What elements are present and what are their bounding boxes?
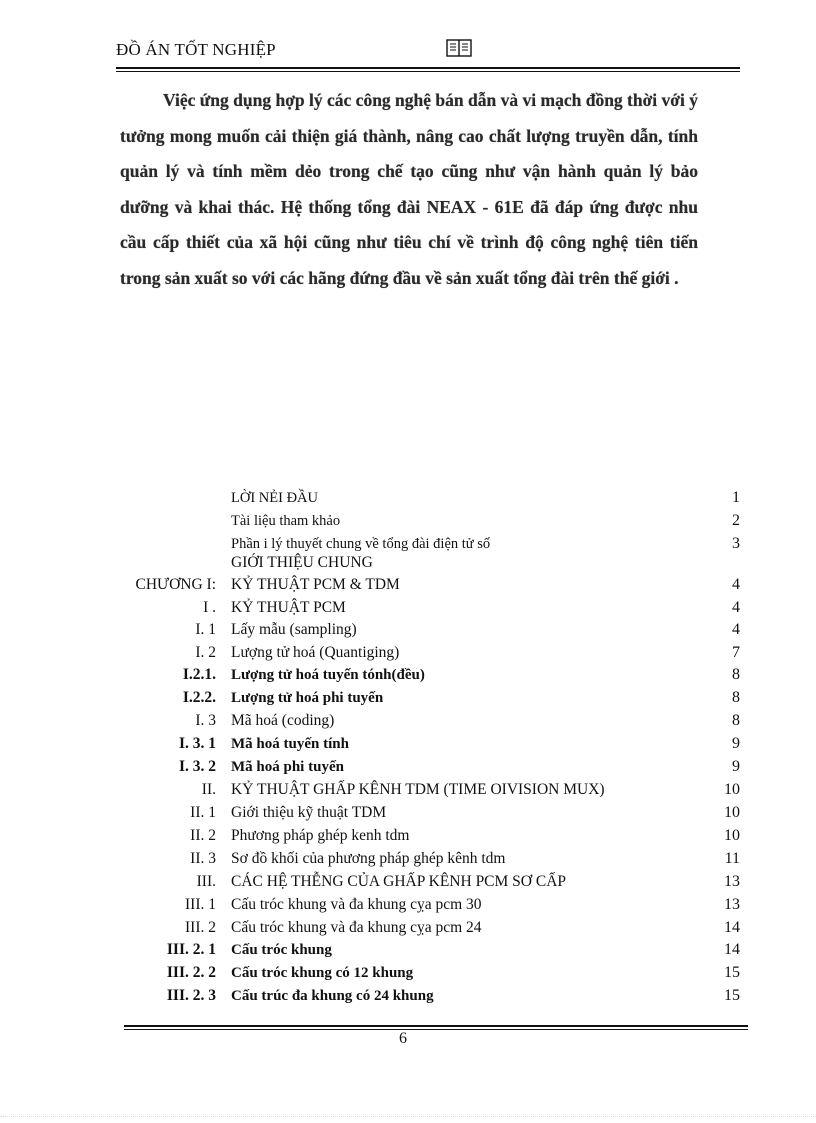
toc-entry-title: Cấu tróc khung và đa khung cỵa pcm 24 [231, 919, 482, 936]
toc-entry [0, 779, 816, 801]
toc-entry-title: Lượng tử hoá (Quantiging) [231, 644, 400, 661]
toc-entry-title: Cấu tróc khung có 12 khung [231, 965, 414, 981]
toc-entry-number: I. 3. 2 [178, 758, 216, 775]
toc-entry-page: 10 [724, 804, 740, 821]
toc-entry-number: I. 3. 1 [178, 735, 216, 752]
toc-entry-page: 2 [732, 512, 740, 529]
toc-entry-page: 13 [724, 896, 740, 913]
toc-entry-number: III. 2 [185, 919, 216, 936]
toc-entry-page: 8 [732, 666, 740, 683]
toc-entry-number: III. 2. 2 [166, 964, 216, 981]
toc-entry-number: I . [203, 599, 216, 616]
toc-entry-page: 14 [724, 919, 740, 936]
open-book-icon [446, 38, 472, 58]
toc-entry [0, 962, 816, 984]
toc-entry [0, 619, 816, 641]
toc-entry-page: 4 [732, 576, 740, 593]
toc-entry [0, 939, 816, 961]
toc-entry-title: Cấu tróc khung [231, 942, 332, 958]
toc-entry-title: KỶ THUẬT GHẤP KÊNH TDM (TIME OIVISION MUX) [231, 781, 605, 798]
toc-entry [0, 825, 816, 847]
toc-entry-page: 7 [732, 644, 740, 661]
toc-entry-title: Lấy mẫu (sampling) [231, 621, 357, 638]
intro-text [120, 83, 698, 296]
toc-entry-page: 4 [732, 599, 740, 616]
toc-entry-number: II. [201, 781, 216, 798]
toc-entry-page: 15 [724, 964, 740, 981]
toc-entry-page: 8 [732, 689, 740, 706]
toc-entry-title: Sơ đồ khối của phương pháp ghép kênh tdm [231, 850, 506, 867]
toc-entry-page: 11 [724, 850, 740, 867]
toc-entry-title: GIỚI THIỆU CHUNG [231, 554, 373, 571]
toc-entry [0, 574, 816, 596]
toc-entry [0, 871, 816, 893]
toc-entry-page: 8 [732, 712, 740, 729]
page-edge-divider [0, 1116, 816, 1117]
toc-entry-number: II. 2 [190, 827, 216, 844]
intro-paragraph: Việc ứng dụng hợp lý các công nghệ bán dẫn và vi mạch đồng thời với ý tưởng mong muốn cải thiện giá thành, nâng cao chất lượng truyền dẫn, tính quản lý và tính mềm dẻo trong chế tạo cũng như vận hành quản lý bảo dưỡng và khai thác. Hệ thống tổng đài NEAX - 61E đã đáp ứng được nhu cầu cấp thiết của xã hội cũng như tiêu chí về trình độ công nghệ tiên tiến trong sản xuất so với các hãng đứng đầu về sản xuất tổng đài trên thế giới . [120, 90, 698, 288]
toc-entry-number: II. 3 [190, 850, 216, 867]
toc-entry-number: I. 2 [195, 644, 216, 661]
toc-entry-title: Cấu trúc đa khung có 24 khung [231, 988, 434, 1004]
toc-entry [0, 664, 816, 686]
toc-entry [0, 848, 816, 870]
page-header [116, 36, 740, 62]
toc-entry-number: I.2.1. [182, 666, 216, 683]
toc-entry-number: CHƯƠNG I: [135, 576, 216, 593]
toc-entry [0, 487, 816, 509]
toc-entry-number: II. 1 [190, 804, 216, 821]
toc-entry [0, 552, 816, 574]
toc-entry [0, 733, 816, 755]
toc-entry-number: I.2.2. [182, 689, 216, 706]
toc-entry-page: 4 [732, 621, 740, 638]
toc-entry-title: Phần i lý thuyết chung về tổng đài điện tử số [231, 536, 491, 552]
toc-entry [0, 894, 816, 916]
toc-entry-title: KỶ THUẬT PCM & TDM [231, 576, 400, 593]
toc-entry [0, 642, 816, 664]
toc-entry-page: 3 [732, 535, 740, 552]
toc-entry-number: I. 1 [195, 621, 216, 638]
toc-entry-number: III. 2. 1 [166, 941, 216, 958]
toc-entry-page: 14 [724, 941, 740, 958]
toc-entry-page: 9 [732, 735, 740, 752]
header-divider [116, 67, 740, 72]
toc-entry-title: LỜI NẺI ĐẦU [231, 490, 318, 506]
toc-entry-title: Lượng tử hoá tuyến tónh(đều) [231, 667, 425, 683]
toc-entry [0, 710, 816, 732]
toc-entry-title: Giới thiệu kỹ thuật TDM [231, 804, 387, 821]
toc-entry [0, 985, 816, 1007]
document-title: ĐỒ ÁN TỐT NGHIỆP [116, 40, 276, 59]
toc-entry [0, 597, 816, 619]
toc-entry-title: Mã hoá (coding) [231, 712, 335, 729]
toc-entry-title: Phương pháp ghép kenh tdm [231, 827, 410, 844]
toc-entry-page: 9 [732, 758, 740, 775]
toc-entry-title: KỶ THUẬT PCM [231, 599, 346, 616]
toc-entry-title: Mã hoá phi tuyến [231, 759, 344, 775]
toc-entry-number: I. 3 [195, 712, 216, 729]
toc-entry-title: Tài liệu tham khảo [231, 513, 341, 529]
toc-entry-number: III. [196, 873, 216, 890]
toc-entry [0, 510, 816, 532]
toc-entry-number: III. 1 [185, 896, 216, 913]
toc-entry-title: CÁC HỆ THỄNG CỦA GHẤP KÊNH PCM SƠ CẤP [231, 873, 567, 890]
toc-entry-title: Mã hoá tuyến tính [231, 736, 349, 752]
toc-entry [0, 687, 816, 709]
toc-entry [0, 756, 816, 778]
toc-entry-page: 15 [724, 987, 740, 1004]
toc-entry-number: III. 2. 3 [166, 987, 216, 1004]
toc-entry-title: Lượng tử hoá phi tuyến [231, 690, 384, 706]
toc-entry-page: 1 [732, 489, 740, 506]
toc-entry [0, 802, 816, 824]
page-number: 6 [399, 1030, 407, 1047]
toc-entry-page: 10 [724, 827, 740, 844]
toc-entry-title: Cấu tróc khung và đa khung cỵa pcm 30 [231, 896, 482, 913]
footer-divider [124, 1025, 748, 1030]
toc-entry-page: 10 [724, 781, 740, 798]
toc-entry-page: 13 [724, 873, 740, 890]
toc-entry [0, 917, 816, 939]
